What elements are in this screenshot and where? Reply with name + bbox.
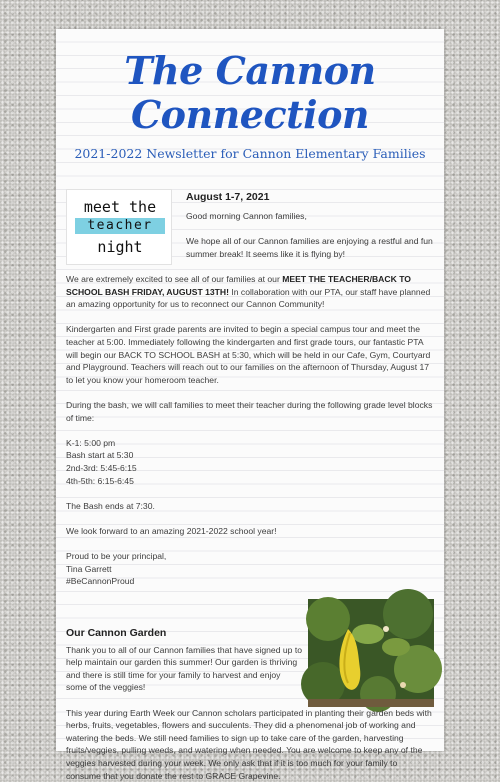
image-text-meet-the: meet the [83,198,157,216]
title-line-1: The Cannon [124,48,376,93]
schedule-item: 4th-5th: 6:15-6:45 [66,475,134,486]
earth-week-paragraph: This year during Earth Week our Cannon scholars participated in planting their garden beds with herbs, fruits, vegetables, flowers and succulents. They did a phenomenal job of working and watering the beds. We still need families to sign up to take care of the garden, harvesting fruits/veggies, pulling weeds, and watering when needed. You are welcome to keep any of the veggies harvested during your week. We only ask that if it is too much for your family to consume that you donate the rest to GRACE Grapevine. [66,707,432,781]
signature-block [66,550,434,588]
title-line-2: Connection [130,92,370,137]
grade-blocks-paragraph: During the bash, we will call families to meet their teacher during the following grade level blocks of time: [66,399,433,423]
campus-tour-paragraph: Kindergarten and First grade parents are invited to begin a special campus tour and meet the teacher at 5:00. Immediately following the kindergarten and first grade tours, our fantastic PTA will begin our BACK TO SCHOOL BASH at 5:30, which will be held in our Cafe, Gym, Courtyard and Playground. Teachers will reach out to our families on the afternoon of Thursday, August 17 to let you know your homeroom teacher. [66,324,431,385]
announcement-bold: MEET THE TEACHER/BACK TO SCHOOL BASH FRIDAY, AUGUST 13TH! [66,274,411,297]
schedule-item: K-1: 5:00 pm [66,437,116,448]
intro-paragraph: We hope all of our Cannon families are enjoying a restful and fun summer break! It seems like it is flying by! [186,236,433,259]
newsletter-subtitle: 2021-2022 Newsletter for Cannon Elementary Families [74,146,426,161]
signoff-line: Proud to be your principal, [66,551,167,562]
bash-ends-text: The Bash ends at 7:30. [66,500,155,511]
image-text-night: night [97,238,143,256]
principal-name: Tina Garrett [66,563,112,574]
intro-heading: August 1-7, 2021 [186,191,270,203]
event-announcement-paragraph [66,273,434,311]
newsletter-title [56,49,444,137]
announcement-text: We are extremely excited to see all of our families at our [66,274,283,284]
body-section [66,273,434,588]
meet-the-teacher-image [66,189,172,265]
schedule-item: Bash start at 5:30 [66,450,134,461]
intro-greeting: Good morning Cannon families, [186,210,307,221]
garden-heading: Our Cannon Garden [66,627,167,639]
schedule-list [66,437,434,487]
schedule-item: 2nd-3rd: 5:45-6:15 [66,462,137,473]
school-year-text: We look forward to an amazing 2021-2022 school year! [66,525,277,536]
announcement-text-end: In collaboration with our PTA, our staff have planned an amazing opportunity for us to reconnect our Cannon Community! [66,286,431,310]
hashtag: #BeCannonProud [66,576,135,587]
newsletter-page [56,29,444,781]
intro-section [186,189,434,260]
garden-section [66,627,434,782]
garden-thanks-paragraph: Thank you to all of our Cannon families that have signed up to help maintain our garden this summer! Our garden is thriving and there is still time for your family to harvest and enjoy some of the veggies! [66,644,302,693]
image-text-teacher: teacher [75,218,165,234]
